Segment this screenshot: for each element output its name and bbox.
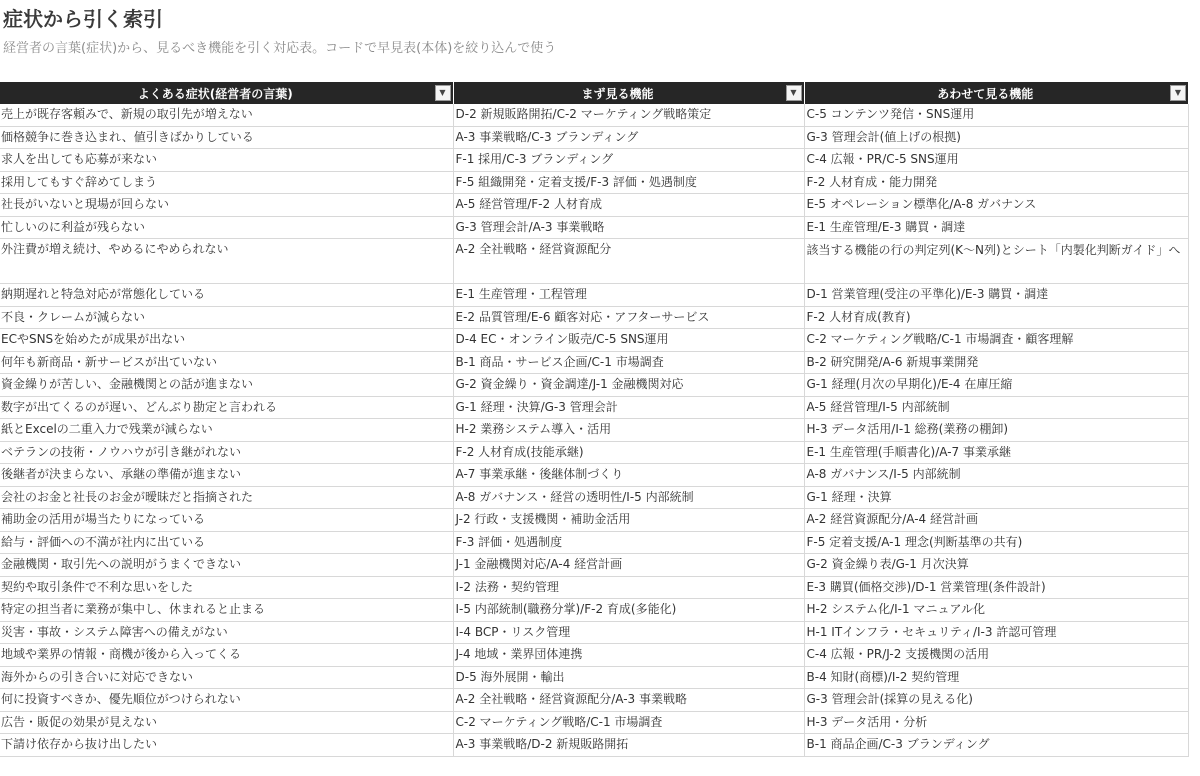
cell-related-function[interactable]: C-5 コンテンツ発信・SNS運用 [804, 104, 1188, 126]
cell-primary-function[interactable]: F-3 評価・処遇制度 [453, 531, 804, 554]
symptom-index-table [0, 82, 1189, 757]
cell-symptom[interactable]: 何に投資すべきか、優先順位がつけられない [0, 689, 453, 712]
column-header-primary-function [453, 82, 804, 104]
cell-related-function[interactable]: C-4 広報・PR/J-2 支援機関の活用 [804, 644, 1188, 667]
cell-symptom[interactable]: 外注費が増え続け、やめるにやめられない [0, 239, 453, 284]
cell-related-function[interactable]: H-2 システム化/I-1 マニュアル化 [804, 599, 1188, 622]
cell-primary-function[interactable]: E-1 生産管理・工程管理 [453, 284, 804, 307]
table-row [0, 576, 1188, 599]
cell-related-function[interactable]: C-4 広報・PR/C-5 SNS運用 [804, 149, 1188, 172]
cell-primary-function[interactable]: B-1 商品・サービス企画/C-1 市場調査 [453, 351, 804, 374]
table-row [0, 171, 1188, 194]
filter-dropdown-icon[interactable]: ▼ [435, 85, 451, 101]
cell-symptom[interactable]: 社長がいないと現場が回らない [0, 194, 453, 217]
cell-symptom[interactable]: 広告・販促の効果が見えない [0, 711, 453, 734]
table-row [0, 734, 1188, 757]
table-header-row [0, 82, 1188, 104]
cell-symptom[interactable]: 契約や取引条件で不利な思いをした [0, 576, 453, 599]
cell-related-function[interactable]: H-3 データ活用・分析 [804, 711, 1188, 734]
filter-dropdown-icon[interactable]: ▼ [786, 85, 802, 101]
cell-symptom[interactable]: 海外からの引き合いに対応できない [0, 666, 453, 689]
cell-symptom[interactable]: 災害・事故・システム障害への備えがない [0, 621, 453, 644]
cell-symptom[interactable]: 下請け依存から抜け出したい [0, 734, 453, 757]
cell-symptom[interactable]: ベテランの技術・ノウハウが引き継がれない [0, 441, 453, 464]
table-row [0, 419, 1188, 442]
table-row [0, 306, 1188, 329]
cell-primary-function[interactable]: A-2 全社戦略・経営資源配分 [453, 239, 804, 284]
cell-related-function[interactable]: E-3 購買(価格交渉)/D-1 営業管理(条件設計) [804, 576, 1188, 599]
cell-primary-function[interactable]: A-7 事業承継・後継体制づくり [453, 464, 804, 487]
cell-primary-function[interactable]: J-2 行政・支援機関・補助金活用 [453, 509, 804, 532]
cell-primary-function[interactable]: D-4 EC・オンライン販売/C-5 SNS運用 [453, 329, 804, 352]
table-row [0, 284, 1188, 307]
cell-related-function[interactable]: A-8 ガバナンス/I-5 内部統制 [804, 464, 1188, 487]
cell-symptom[interactable]: 売上が既存客頼みで、新規の取引先が増えない [0, 104, 453, 126]
table-row [0, 239, 1188, 284]
table-row [0, 441, 1188, 464]
cell-primary-function[interactable]: J-1 金融機関対応/A-4 経営計画 [453, 554, 804, 577]
cell-related-function[interactable]: F-2 人材育成(教育) [804, 306, 1188, 329]
cell-primary-function[interactable]: E-2 品質管理/E-6 顧客対応・アフターサービス [453, 306, 804, 329]
cell-related-function[interactable]: E-1 生産管理/E-3 購買・調達 [804, 216, 1188, 239]
cell-symptom[interactable]: ECやSNSを始めたが成果が出ない [0, 329, 453, 352]
cell-symptom[interactable]: 求人を出しても応募が来ない [0, 149, 453, 172]
table-row [0, 149, 1188, 172]
cell-related-function[interactable]: E-5 オペレーション標準化/A-8 ガバナンス [804, 194, 1188, 217]
cell-primary-function[interactable]: A-3 事業戦略/D-2 新規販路開拓 [453, 734, 804, 757]
cell-related-function[interactable]: 該当する機能の行の判定列(K〜N列)とシート「内製化判断ガイド」へ [804, 239, 1188, 284]
table-row [0, 689, 1188, 712]
table-row [0, 351, 1188, 374]
cell-related-function[interactable]: G-1 経理・決算 [804, 486, 1188, 509]
table-row [0, 194, 1188, 217]
cell-symptom[interactable]: 納期遅れと特急対応が常態化している [0, 284, 453, 307]
column-header-label: まず見る機能 [581, 86, 654, 101]
cell-related-function[interactable]: H-1 ITインフラ・セキュリティ/I-3 許認可管理 [804, 621, 1188, 644]
cell-symptom[interactable]: 不良・クレームが減らない [0, 306, 453, 329]
cell-primary-function[interactable]: G-1 経理・決算/G-3 管理会計 [453, 396, 804, 419]
column-header-symptom [0, 82, 453, 104]
cell-primary-function[interactable]: A-3 事業戦略/C-3 ブランディング [453, 126, 804, 149]
cell-symptom[interactable]: 紙とExcelの二重入力で残業が減らない [0, 419, 453, 442]
cell-symptom[interactable]: 会社のお金と社長のお金が曖昧だと指摘された [0, 486, 453, 509]
filter-dropdown-icon[interactable]: ▼ [1170, 85, 1186, 101]
cell-primary-function[interactable]: G-2 資金繰り・資金調達/J-1 金融機関対応 [453, 374, 804, 397]
cell-symptom[interactable]: 採用してもすぐ辞めてしまう [0, 171, 453, 194]
page-title: 症状から引く索引 [3, 7, 163, 31]
cell-primary-function[interactable]: J-4 地域・業界団体連携 [453, 644, 804, 667]
table-row [0, 509, 1188, 532]
cell-primary-function[interactable]: F-2 人材育成(技能承継) [453, 441, 804, 464]
table-row [0, 599, 1188, 622]
cell-symptom[interactable]: 何年も新商品・新サービスが出ていない [0, 351, 453, 374]
page-subtitle: 経営者の言葉(症状)から、見るべき機能を引く対応表。コードで早見表(本体)を絞り込んで使う [3, 41, 557, 56]
cell-primary-function[interactable]: I-5 内部統制(職務分掌)/F-2 育成(多能化) [453, 599, 804, 622]
table-row [0, 711, 1188, 734]
cell-primary-function[interactable]: A-8 ガバナンス・経営の透明性/I-5 内部統制 [453, 486, 804, 509]
cell-symptom[interactable]: 給与・評価への不満が社内に出ている [0, 531, 453, 554]
table-row [0, 486, 1188, 509]
cell-symptom[interactable]: 忙しいのに利益が残らない [0, 216, 453, 239]
cell-symptom[interactable]: 特定の担当者に業務が集中し、休まれると止まる [0, 599, 453, 622]
table-row [0, 374, 1188, 397]
cell-related-function[interactable]: D-1 営業管理(受注の平準化)/E-3 購買・調達 [804, 284, 1188, 307]
column-header-label: よくある症状(経営者の言葉) [137, 86, 293, 101]
column-header-related-function [804, 82, 1188, 104]
table-row [0, 464, 1188, 487]
cell-related-function[interactable]: B-2 研究開発/A-6 新規事業開発 [804, 351, 1188, 374]
table-row [0, 666, 1188, 689]
cell-primary-function[interactable]: I-2 法務・契約管理 [453, 576, 804, 599]
cell-primary-function[interactable]: A-5 経営管理/F-2 人材育成 [453, 194, 804, 217]
table-body [0, 104, 1188, 756]
cell-related-function[interactable]: G-3 管理会計(採算の見える化) [804, 689, 1188, 712]
cell-related-function[interactable]: A-2 経営資源配分/A-4 経営計画 [804, 509, 1188, 532]
cell-primary-function[interactable]: F-1 採用/C-3 ブランディング [453, 149, 804, 172]
cell-primary-function[interactable]: D-5 海外展開・輸出 [453, 666, 804, 689]
cell-primary-function[interactable]: I-4 BCP・リスク管理 [453, 621, 804, 644]
cell-symptom[interactable]: 価格競争に巻き込まれ、値引きばかりしている [0, 126, 453, 149]
cell-related-function[interactable]: G-3 管理会計(値上げの根拠) [804, 126, 1188, 149]
cell-primary-function[interactable]: D-2 新規販路開拓/C-2 マーケティング戦略策定 [453, 104, 804, 126]
cell-related-function[interactable]: G-2 資金繰り表/G-1 月次決算 [804, 554, 1188, 577]
table-row [0, 621, 1188, 644]
table-row [0, 216, 1188, 239]
cell-symptom[interactable]: 補助金の活用が場当たりになっている [0, 509, 453, 532]
cell-primary-function[interactable]: C-2 マーケティング戦略/C-1 市場調査 [453, 711, 804, 734]
cell-primary-function[interactable]: G-3 管理会計/A-3 事業戦略 [453, 216, 804, 239]
cell-primary-function[interactable]: A-2 全社戦略・経営資源配分/A-3 事業戦略 [453, 689, 804, 712]
table-row [0, 554, 1188, 577]
cell-primary-function[interactable]: F-5 組織開発・定着支援/F-3 評価・処遇制度 [453, 171, 804, 194]
cell-symptom[interactable]: 数字が出てくるのが遅い、どんぶり勘定と言われる [0, 396, 453, 419]
cell-symptom[interactable]: 後継者が決まらない、承継の準備が進まない [0, 464, 453, 487]
cell-related-function[interactable]: A-5 経営管理/I-5 内部統制 [804, 396, 1188, 419]
table-row [0, 396, 1188, 419]
cell-related-function[interactable]: B-1 商品企画/C-3 ブランディング [804, 734, 1188, 757]
table-row [0, 104, 1188, 126]
cell-symptom[interactable]: 金融機関・取引先への説明がうまくできない [0, 554, 453, 577]
cell-related-function[interactable]: B-4 知財(商標)/I-2 契約管理 [804, 666, 1188, 689]
cell-related-function[interactable]: C-2 マーケティング戦略/C-1 市場調査・顧客理解 [804, 329, 1188, 352]
cell-related-function[interactable]: F-2 人材育成・能力開発 [804, 171, 1188, 194]
cell-primary-function[interactable]: H-2 業務システム導入・活用 [453, 419, 804, 442]
table-row [0, 329, 1188, 352]
column-header-label: あわせて見る機能 [937, 86, 1034, 101]
cell-related-function[interactable]: F-5 定着支援/A-1 理念(判断基準の共有) [804, 531, 1188, 554]
table-row [0, 126, 1188, 149]
cell-related-function[interactable]: E-1 生産管理(手順書化)/A-7 事業承継 [804, 441, 1188, 464]
cell-related-function[interactable]: H-3 データ活用/I-1 総務(業務の棚卸) [804, 419, 1188, 442]
table-row [0, 531, 1188, 554]
table-row [0, 644, 1188, 667]
cell-related-function[interactable]: G-1 経理(月次の早期化)/E-4 在庫圧縮 [804, 374, 1188, 397]
cell-symptom[interactable]: 資金繰りが苦しい、金融機関との話が進まない [0, 374, 453, 397]
cell-symptom[interactable]: 地域や業界の情報・商機が後から入ってくる [0, 644, 453, 667]
